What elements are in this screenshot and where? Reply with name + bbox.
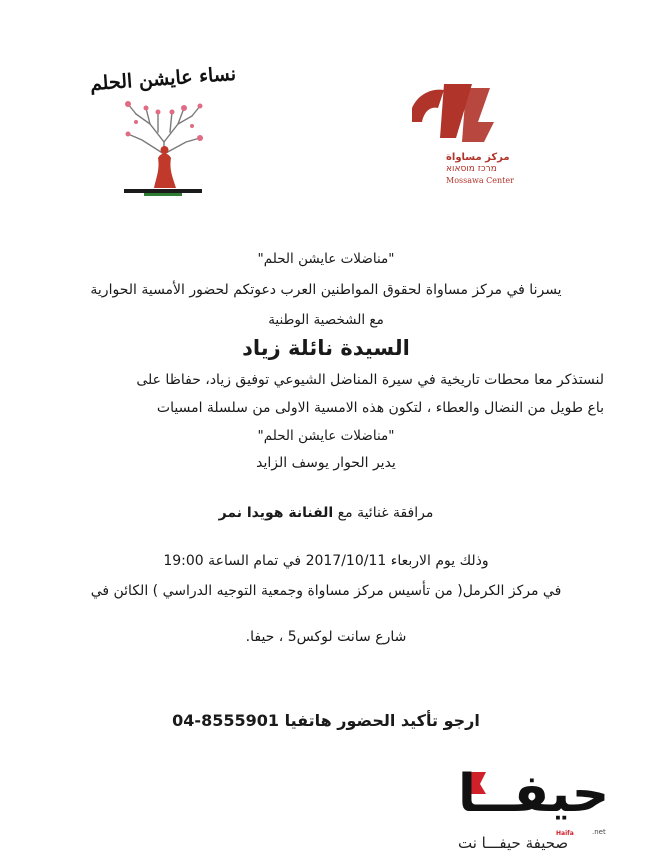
watermark-subtitle: صحيفة حيفـــا نت xyxy=(458,834,569,852)
paragraph-line-2: باع طويل من النضال والعطاء ، لتكون هذه الامسية الاولى من سلسلة امسيات xyxy=(156,400,604,416)
date-line: وذلك يوم الاربعاء 2017/10/11 في تمام الساعة 19:00 xyxy=(163,553,489,569)
watermark-logo-text: حيفــا xyxy=(458,764,610,824)
rsvp-line: ارجو تأكيد الحضور هاتفيا 8555901-04 xyxy=(172,711,480,730)
invite-line-1: يسرنا في مركز مساواة لحقوق المواطنين العرب دعوتكم لحضور الأمسية الحوارية xyxy=(90,282,562,298)
paragraph-line-1: لنستذكر معا محطات تاريخية في سيرة المناضل الشيوعي توفيق زياد، حفاظا على xyxy=(136,372,604,388)
venue-line: في مركز الكرمل( من تأسيس مركز مساواة وجمعية التوجيه الدراسي ) الكائن في xyxy=(90,583,562,599)
music-prefix: مرافقة غنائية مع xyxy=(337,505,434,521)
music-artist: الفنانة هويدا نمر xyxy=(218,505,334,521)
series-title: "مناضلات عايشن الحلم" xyxy=(257,251,395,267)
honoree-name: السيدة نائلة زياد xyxy=(242,336,410,360)
tree-woman-icon xyxy=(88,62,238,202)
music-line xyxy=(0,505,652,521)
nisaa-logo-text: نساء عايشن الحلم xyxy=(89,62,237,96)
invite-line-2: مع الشخصية الوطنية xyxy=(268,312,384,328)
nisaa-logo xyxy=(88,62,238,202)
mossawa-mark-icon xyxy=(404,78,534,150)
mossawa-logo xyxy=(404,78,534,198)
haifa-net-watermark xyxy=(448,764,648,860)
moderator-line: يدير الحوار يوسف الزايد xyxy=(256,455,396,471)
watermark-haifa: Haifa xyxy=(556,830,574,837)
watermark-net: .net xyxy=(592,828,606,836)
mossawa-arabic: مركز مساواة xyxy=(446,152,510,163)
mossawa-english: Mossawa Center xyxy=(446,176,514,185)
mossawa-hebrew: מרכז מוסאוא xyxy=(446,164,497,174)
address-line: شارع سانت لوكس5 ، حيفا. xyxy=(245,629,407,645)
series-title-2: "مناضلات عايشن الحلم" xyxy=(257,428,395,444)
